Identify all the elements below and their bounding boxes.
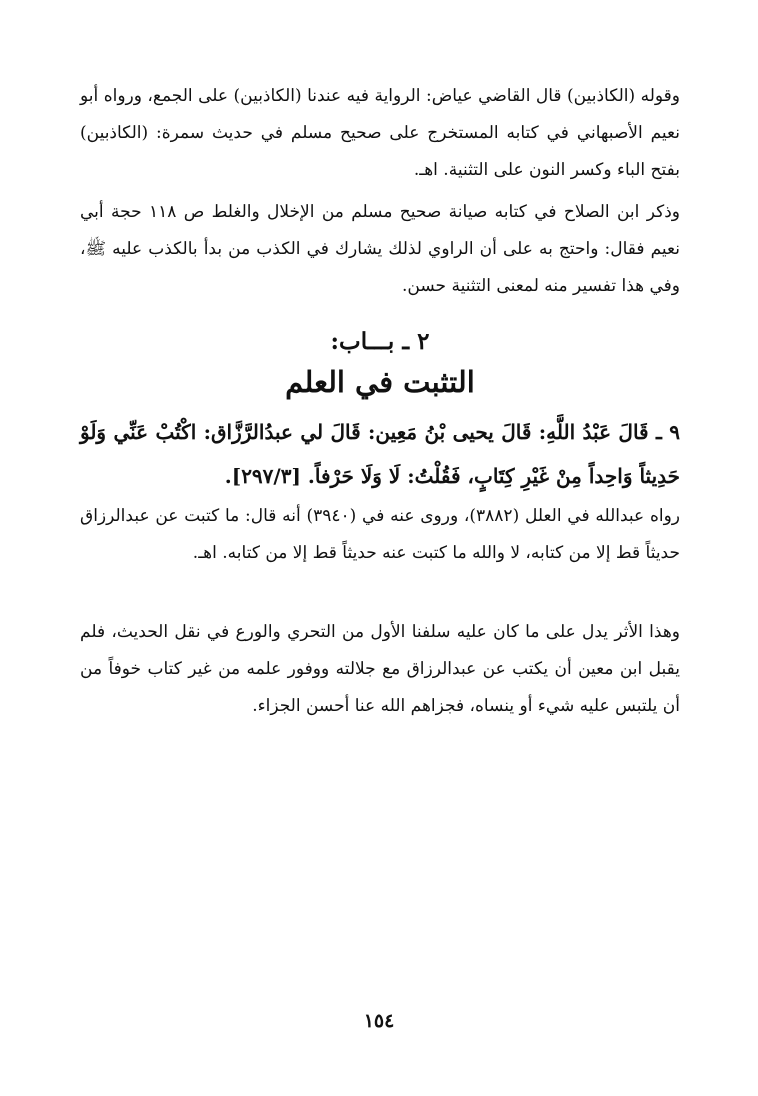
paragraph-kadhibin-reading: وقوله (الكاذبين) قال القاضي عياض: الرواية فيه عندنا (الكاذبين) على الجمع، ورواه أبو نعيم الأصبهاني في كتابه المستخرج على صحيح مسلم في حديث سمرة: (الكاذبين) بفتح الباء وكسر النون على التثنية. اهـ. [80,86,680,180]
paragraph-ibn-salah: وذكر ابن الصلاح في كتابه صيانة صحيح مسلم من الإخلال والغلط ص ١١٨ حجة أبي نعيم فقال: واحتج به على أن الراوي لذلك يشارك في الكذب من بدأ بالكذب عليه ﷺ، وفي هذا تفسير منه لمعنى التثنية حسن. [80,202,680,296]
chapter-title: التثبت في العلم [285,365,475,399]
paragraph-commentary: وهذا الأثر يدل على ما كان عليه سلفنا الأول من التحري والورع في نقل الحديث، فلم يقبل ابن معين أن يكتب عن عبدالرزاق مع جلالته ووفور علمه من غير كتاب خوفاً من أن يلتبس عليه شيء أو ينساه، فجزاهم الله عنا أحسن الجزاء. [80,622,680,716]
hadith-text: ٩ ـ قَالَ عَبْدُ اللَّهِ: قَالَ يحيى بْنُ مَعِين: قَالَ لي عبدُالرَّزَّاق: اكْتُبْ عَنِّي وَلَوْ حَدِيثاً وَاحِداً مِنْ غَيْرِ كِتَابٍ، فَقُلْتُ: لَا وَلَا حَرْفاً. [٢٩٧/٣]. [80,420,680,488]
chapter-number: ٢ ـ بـــاب: [330,328,430,355]
paragraph-ilal-reference: رواه عبدالله في العلل (٣٨٨٢)، وروى عنه في (٣٩٤٠) أنه قال: ما كتبت عن عبدالرزاق حديثاً قط إلا من كتابه، لا والله ما كتبت عنه حديثاً قط إلا من كتابه. اهـ. [80,506,680,563]
page-number: ١٥٤ [363,1010,395,1032]
